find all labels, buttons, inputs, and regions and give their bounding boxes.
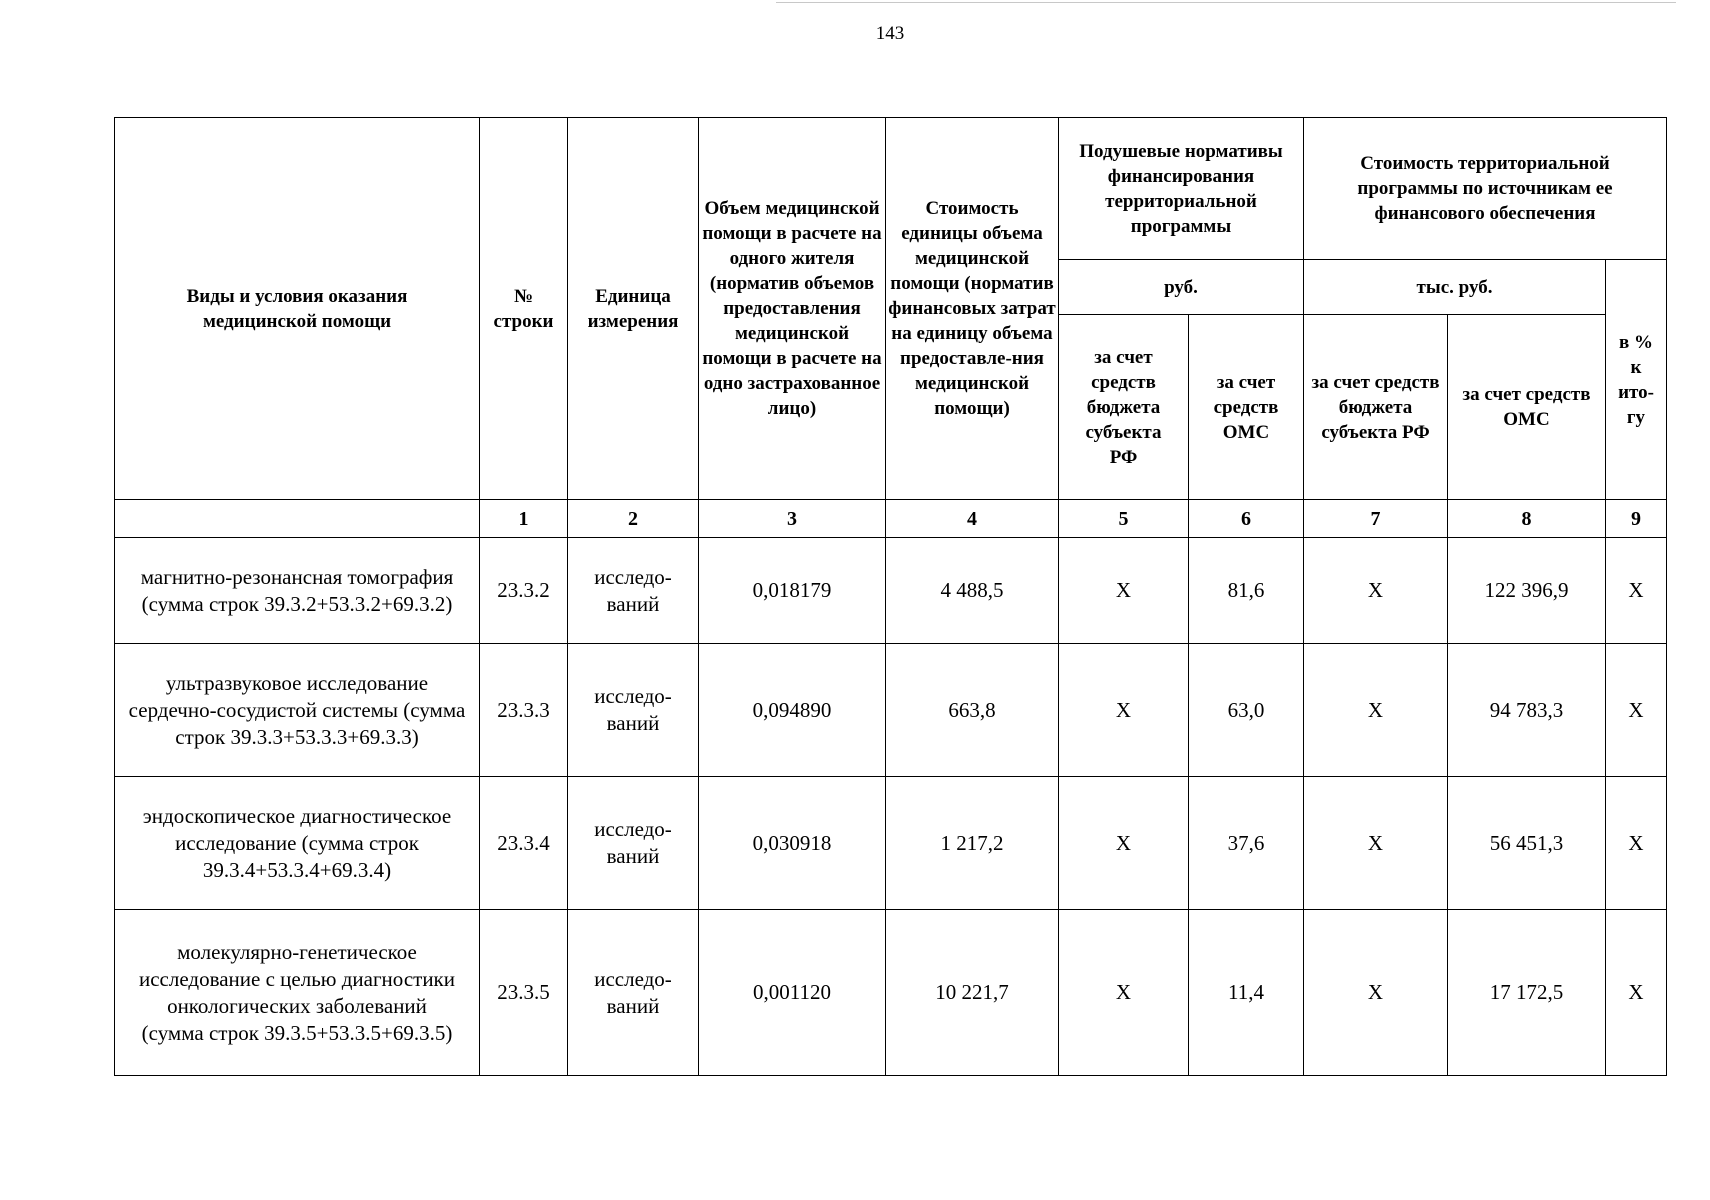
header-budget-rub: за счет средств бюджета субъекта РФ [1059, 315, 1189, 500]
column-number: 2 [568, 500, 699, 538]
row-number-cell: 23.3.5 [480, 910, 568, 1076]
budget-rub-cell: Х [1059, 644, 1189, 777]
table-row [115, 644, 1667, 777]
header-unit-thous-rub: тыс. руб. [1304, 260, 1606, 315]
column-number: 3 [699, 500, 886, 538]
budget-thous-cell: Х [1304, 910, 1448, 1076]
volume-cell: 0,030918 [699, 777, 886, 910]
table-row [115, 910, 1667, 1076]
care-type-cell: молекулярно-генетическое исследование с целью диагностики онкологических заболеваний (сумма строк 39.3.5+53.3.5+69.3.5) [115, 910, 480, 1076]
budget-rub-cell: Х [1059, 777, 1189, 910]
percent-cell: Х [1606, 538, 1667, 644]
percent-cell: Х [1606, 910, 1667, 1076]
header-type-of-care: Виды и условия оказания медицинской помощи [115, 118, 480, 500]
budget-thous-cell: Х [1304, 644, 1448, 777]
oms-rub-cell: 37,6 [1189, 777, 1304, 910]
volume-cell: 0,094890 [699, 644, 886, 777]
unit-cell: исследо-ваний [568, 538, 699, 644]
financing-table [114, 117, 1667, 1076]
oms-thous-cell: 122 396,9 [1448, 538, 1606, 644]
header-budget-thous-rub: за счет средств бюджета субъекта РФ [1304, 315, 1448, 500]
header-unit-cost: Стоимость единицы объема медицинской помощи (норматив финансовых затрат на единицу объема предоставле-ния медицинской помощи) [886, 118, 1059, 500]
oms-thous-cell: 94 783,3 [1448, 644, 1606, 777]
header-program-cost: Стоимость территориальной программы по источникам ее финансового обеспечения [1304, 118, 1667, 260]
unit-cost-cell: 1 217,2 [886, 777, 1059, 910]
header-unit-rub: руб. [1059, 260, 1304, 315]
volume-cell: 0,018179 [699, 538, 886, 644]
column-number: 4 [886, 500, 1059, 538]
volume-cell: 0,001120 [699, 910, 886, 1076]
header-row-number: № строки [480, 118, 568, 500]
row-number-cell: 23.3.2 [480, 538, 568, 644]
header-per-capita-standards: Подушевые нормативы финансирования территориальной программы [1059, 118, 1304, 260]
scan-edge-line [776, 2, 1676, 3]
row-number-cell: 23.3.4 [480, 777, 568, 910]
budget-thous-cell: Х [1304, 777, 1448, 910]
row-number-cell: 23.3.3 [480, 644, 568, 777]
budget-thous-cell: Х [1304, 538, 1448, 644]
unit-cell: исследо-ваний [568, 910, 699, 1076]
column-number: 7 [1304, 500, 1448, 538]
page-number: 143 [875, 23, 905, 44]
care-type-cell: магнитно-резонансная томография (сумма строк 39.3.2+53.3.2+69.3.2) [115, 538, 480, 644]
oms-thous-cell: 56 451,3 [1448, 777, 1606, 910]
unit-cell: исследо-ваний [568, 777, 699, 910]
care-type-cell: эндоскопическое диагностическое исследование (сумма строк 39.3.4+53.3.4+69.3.4) [115, 777, 480, 910]
unit-cost-cell: 663,8 [886, 644, 1059, 777]
budget-rub-cell: Х [1059, 910, 1189, 1076]
header-percent-of-total: в % к ито-гу [1606, 260, 1667, 500]
care-type-cell: ультразвуковое исследование сердечно-сосудистой системы (сумма строк 39.3.3+53.3.3+69.3.3) [115, 644, 480, 777]
column-number: 6 [1189, 500, 1304, 538]
unit-cell: исследо-ваний [568, 644, 699, 777]
percent-cell: Х [1606, 777, 1667, 910]
header-oms-thous-rub: за счет средств ОМС [1448, 315, 1606, 500]
column-number: 9 [1606, 500, 1667, 538]
column-number: 5 [1059, 500, 1189, 538]
oms-rub-cell: 11,4 [1189, 910, 1304, 1076]
header-oms-rub: за счет средств ОМС [1189, 315, 1304, 500]
oms-rub-cell: 81,6 [1189, 538, 1304, 644]
column-number: 1 [480, 500, 568, 538]
unit-cost-cell: 4 488,5 [886, 538, 1059, 644]
table-row [115, 777, 1667, 910]
column-number: 8 [1448, 500, 1606, 538]
oms-rub-cell: 63,0 [1189, 644, 1304, 777]
unit-cost-cell: 10 221,7 [886, 910, 1059, 1076]
header-volume: Объем медицинской помощи в расчете на одного жителя (норматив объемов предоставления медицинской помощи в расчете на одно застрахованное лицо) [699, 118, 886, 500]
header-unit: Единица измерения [568, 118, 699, 500]
table-row [115, 538, 1667, 644]
percent-cell: Х [1606, 644, 1667, 777]
column-number-blank [115, 500, 480, 538]
budget-rub-cell: Х [1059, 538, 1189, 644]
oms-thous-cell: 17 172,5 [1448, 910, 1606, 1076]
